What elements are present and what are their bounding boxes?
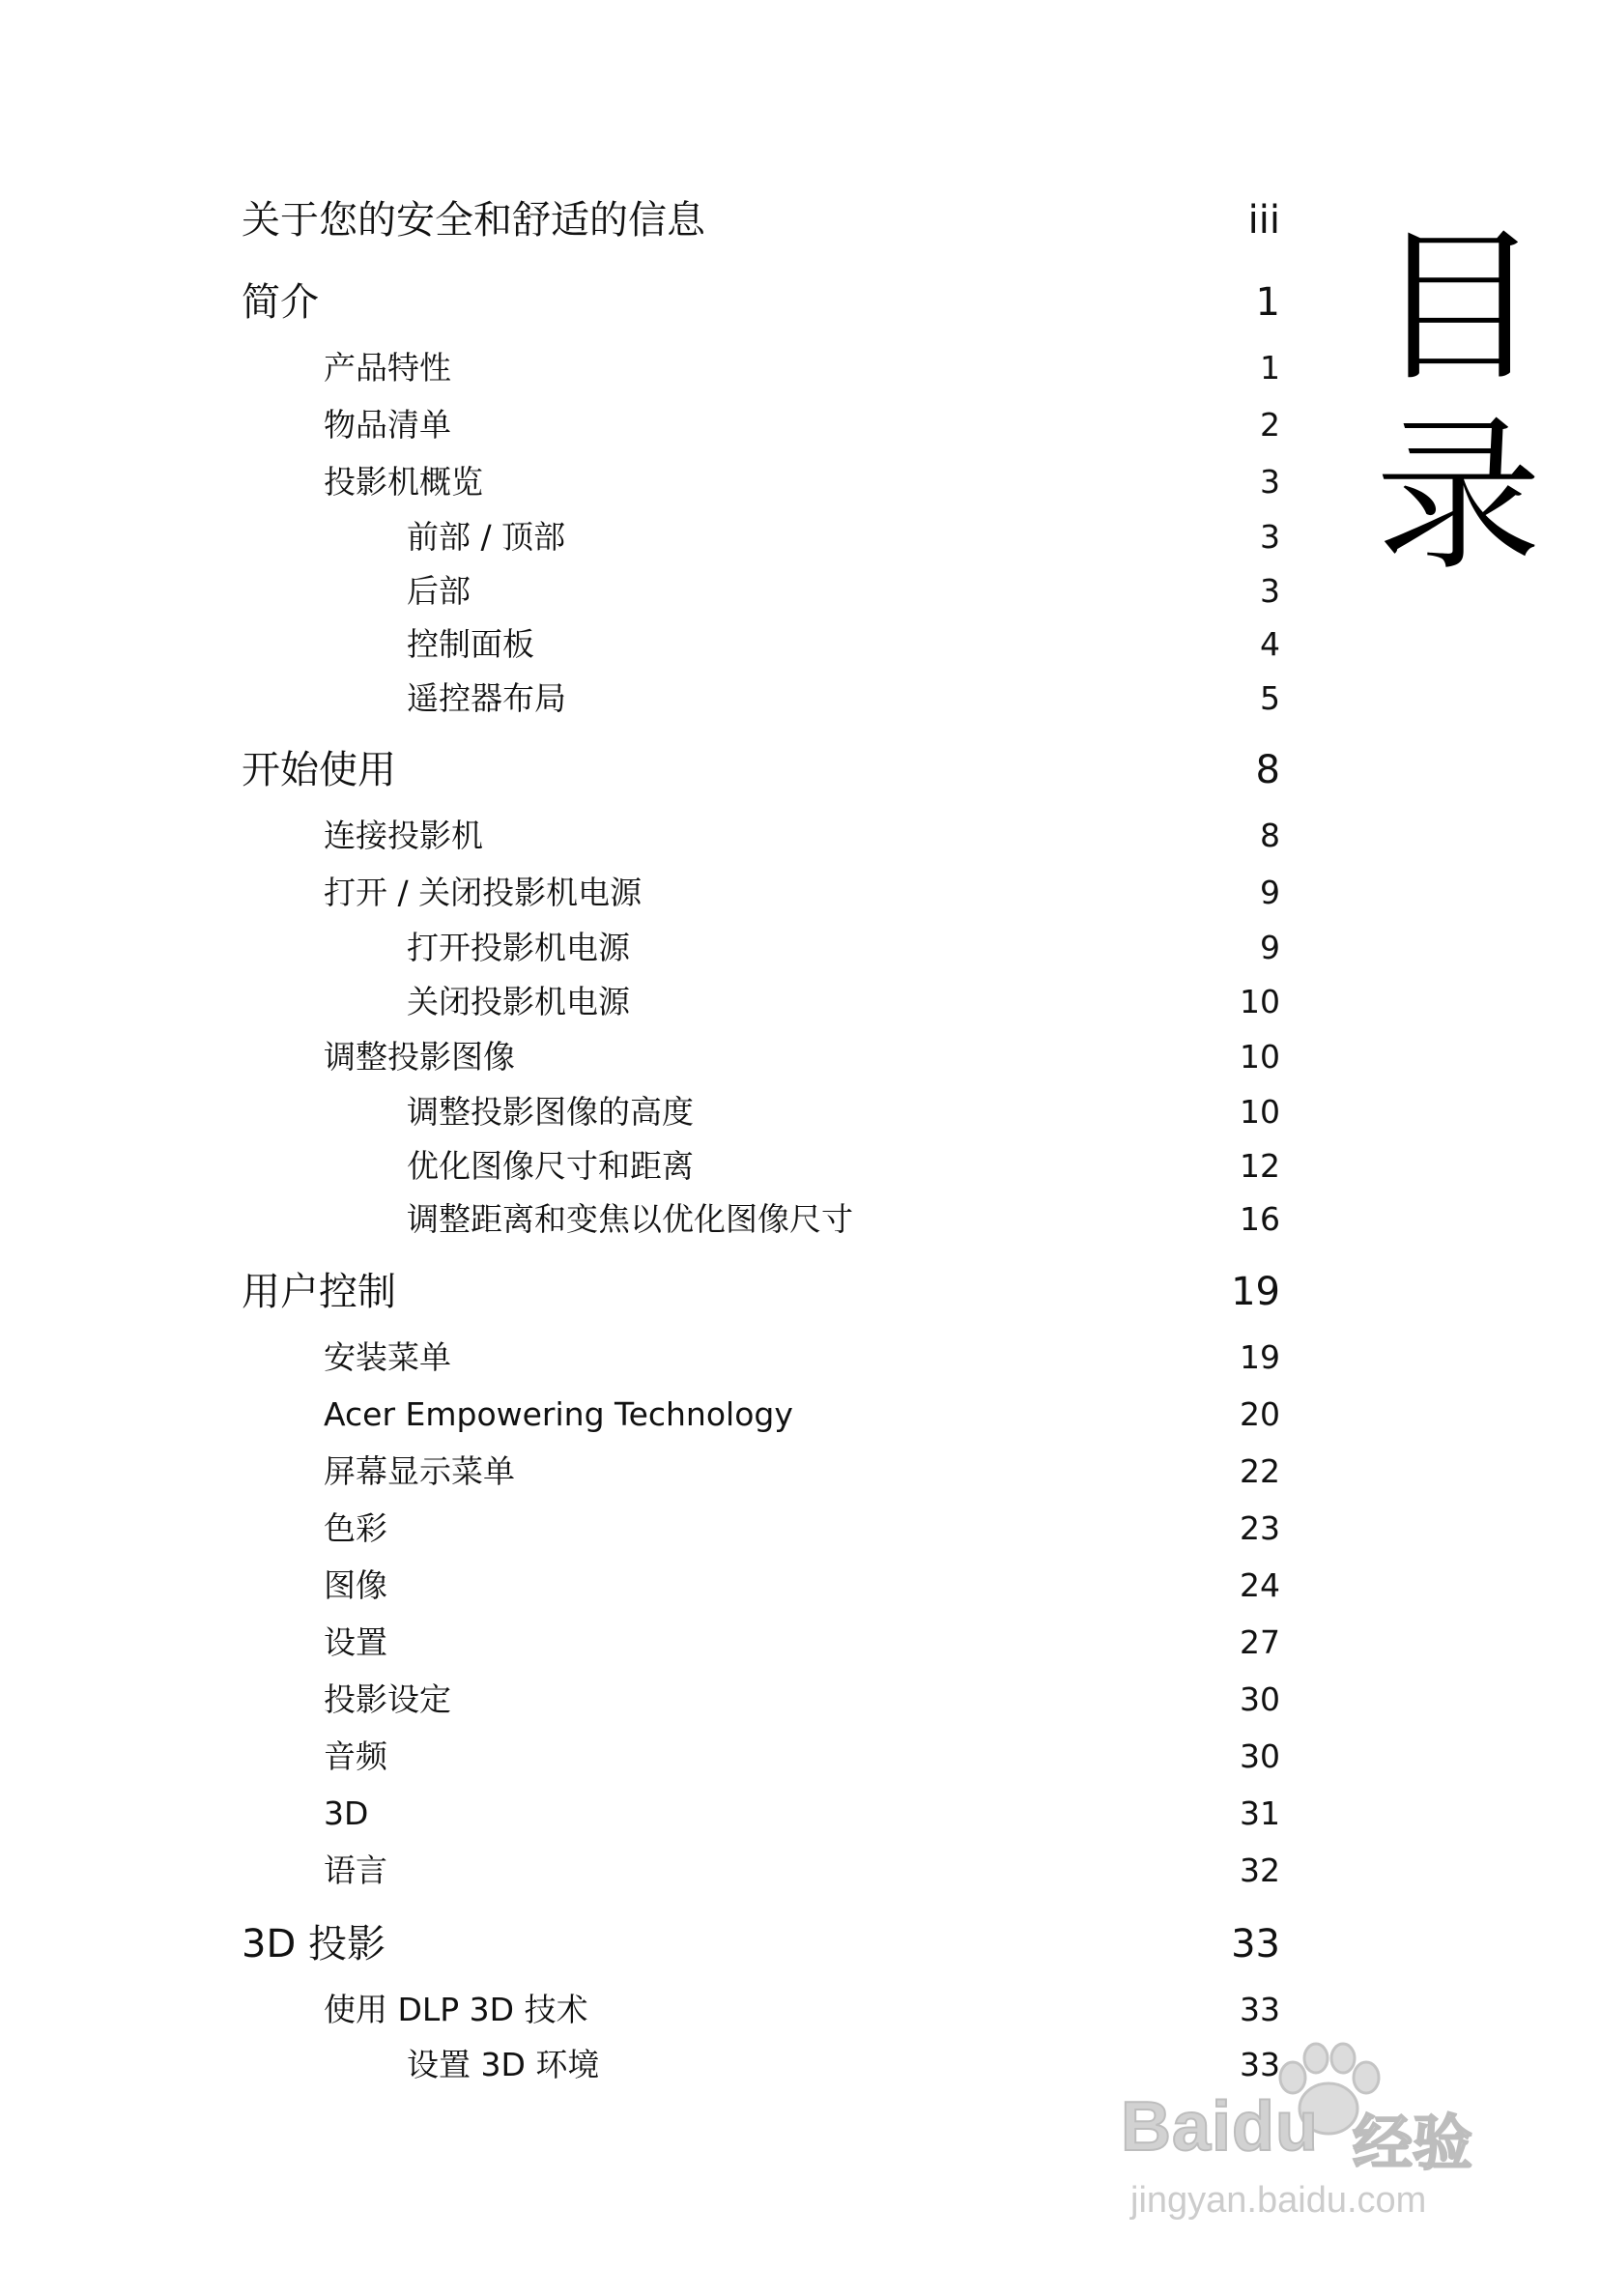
toc-entry[interactable] [242, 1028, 1280, 1085]
toc-entry[interactable] [242, 1614, 1280, 1671]
toc-entry-page-number: 3 [1260, 518, 1280, 556]
toc-entry-title: 关于您的安全和舒适的信息 [242, 198, 705, 243]
toc-entry-title: 图像 [324, 1565, 387, 1604]
toc-entry-title: 优化图像尺寸和距离 [407, 1146, 694, 1185]
toc-entry[interactable] [242, 1192, 1280, 1247]
toc-entry-page-number: 10 [1240, 1038, 1280, 1076]
toc-entry[interactable] [242, 1443, 1280, 1500]
toc-entry-page-number: 9 [1260, 874, 1280, 911]
toc-entry-title: 关闭投影机电源 [407, 982, 630, 1020]
toc-entry-title: 投影设定 [324, 1679, 451, 1718]
page-title-char: 录 [1375, 399, 1542, 593]
toc-entry[interactable] [242, 510, 1280, 564]
toc-entry[interactable] [242, 396, 1280, 453]
toc-entry-page-number: 23 [1240, 1508, 1280, 1547]
watermark [1121, 2039, 1507, 2232]
toc-entry[interactable] [242, 1981, 1280, 2038]
toc-entry-page-number: 8 [1255, 748, 1280, 792]
toc-entry-title: 语言 [324, 1851, 387, 1889]
toc-entry[interactable] [242, 1908, 1280, 1981]
toc-entry-title: Acer Empowering Technology [324, 1394, 793, 1433]
toc-entry[interactable] [242, 1085, 1280, 1139]
toc-entry[interactable] [242, 1329, 1280, 1386]
toc-entry-title: 控制面板 [407, 625, 534, 663]
toc-entry[interactable] [242, 1139, 1280, 1193]
toc-entry-title: 打开投影机电源 [407, 929, 630, 966]
toc-entry-page-number: iii [1247, 198, 1280, 243]
toc-entry-title: 设置 3D 环境 [407, 2045, 600, 2083]
toc-entry-title: 3D 投影 [242, 1921, 386, 1966]
watermark-brand-cn: 经验 [1353, 2108, 1473, 2178]
toc-entry-title: 设置 [324, 1622, 387, 1661]
toc-entry-page-number: 27 [1240, 1622, 1280, 1661]
toc-entry-title: 调整投影图像 [324, 1038, 515, 1076]
toc-entry-page-number: 8 [1260, 817, 1280, 854]
toc-entry-title: 屏幕显示菜单 [324, 1451, 515, 1490]
toc-entry[interactable] [242, 1728, 1280, 1785]
toc-entry[interactable] [242, 864, 1280, 921]
toc-entry-page-number: 30 [1240, 1736, 1280, 1775]
page-title-char: 目 [1375, 210, 1542, 404]
watermark-brand: Baidu [1121, 2088, 1320, 2166]
table-of-contents [242, 184, 1280, 2091]
toc-entry-page-number: 33 [1231, 1921, 1280, 1966]
toc-entry-title: 打开 / 关闭投影机电源 [324, 874, 643, 911]
toc-entry-page-number: 3 [1260, 571, 1280, 610]
toc-entry-title: 色彩 [324, 1508, 387, 1547]
watermark-url: jingyan.baidu.com [1130, 2180, 1427, 2221]
toc-entry-title: 投影机概览 [324, 463, 483, 501]
toc-entry-page-number: 5 [1260, 678, 1280, 717]
toc-entry[interactable] [242, 672, 1280, 726]
toc-entry-page-number: 16 [1240, 1200, 1280, 1238]
page-title [1374, 210, 1543, 593]
toc-entry-page-number: 33 [1240, 1990, 1280, 2028]
toc-entry[interactable] [242, 975, 1280, 1029]
toc-entry[interactable] [242, 184, 1280, 257]
toc-entry-title: 调整投影图像的高度 [407, 1093, 694, 1131]
toc-entry-page-number: 1 [1255, 280, 1280, 325]
toc-entry-page-number: 10 [1240, 1093, 1280, 1131]
toc-entry-page-number: 20 [1240, 1394, 1280, 1433]
toc-entry-page-number: 9 [1260, 929, 1280, 966]
toc-entry-page-number: 4 [1260, 625, 1280, 663]
toc-entry[interactable] [242, 617, 1280, 672]
toc-entry[interactable] [242, 1557, 1280, 1614]
toc-entry-title: 用户控制 [242, 1269, 396, 1314]
toc-entry[interactable] [242, 1500, 1280, 1557]
toc-entry[interactable] [242, 1785, 1280, 1842]
toc-entry[interactable] [242, 1842, 1280, 1899]
toc-entry-page-number: 1 [1260, 349, 1280, 387]
toc-entry-title: 产品特性 [324, 349, 451, 387]
toc-entry[interactable] [242, 1255, 1280, 1329]
toc-entry-title: 安装菜单 [324, 1337, 451, 1376]
toc-entry[interactable] [242, 921, 1280, 975]
toc-entry-page-number: 24 [1240, 1565, 1280, 1604]
toc-entry[interactable] [242, 564, 1280, 618]
toc-entry-page-number: 19 [1231, 1269, 1280, 1314]
toc-entry-page-number: 3 [1260, 463, 1280, 501]
toc-entry-page-number: 33 [1240, 2045, 1280, 2083]
toc-entry-page-number: 19 [1240, 1337, 1280, 1376]
toc-entry-title: 调整距离和变焦以优化图像尺寸 [407, 1200, 853, 1238]
toc-entry-title: 连接投影机 [324, 817, 483, 854]
toc-entry-title: 遥控器布局 [407, 678, 566, 717]
toc-entry-page-number: 12 [1240, 1146, 1280, 1185]
toc-entry[interactable] [242, 733, 1280, 807]
toc-entry-page-number: 22 [1240, 1451, 1280, 1490]
toc-entry-title: 简介 [242, 280, 319, 325]
toc-entry-title: 3D [324, 1794, 369, 1832]
toc-entry-page-number: 30 [1240, 1679, 1280, 1718]
toc-entry[interactable] [242, 807, 1280, 864]
toc-entry-title: 物品清单 [324, 406, 451, 444]
toc-entry-title: 开始使用 [242, 748, 396, 792]
toc-entry-page-number: 2 [1260, 406, 1280, 444]
toc-entry-page-number: 31 [1240, 1794, 1280, 1832]
toc-entry[interactable] [242, 1386, 1280, 1443]
toc-entry-title: 后部 [407, 571, 471, 610]
toc-entry[interactable] [242, 339, 1280, 396]
toc-entry-title: 音频 [324, 1736, 387, 1775]
toc-entry[interactable] [242, 453, 1280, 510]
toc-entry-title: 前部 / 顶部 [407, 518, 566, 556]
toc-entry[interactable] [242, 266, 1280, 339]
toc-entry[interactable] [242, 1671, 1280, 1728]
toc-entry-title: 使用 DLP 3D 技术 [324, 1990, 588, 2028]
toc-entry-page-number: 10 [1240, 982, 1280, 1020]
toc-entry-page-number: 32 [1240, 1851, 1280, 1889]
